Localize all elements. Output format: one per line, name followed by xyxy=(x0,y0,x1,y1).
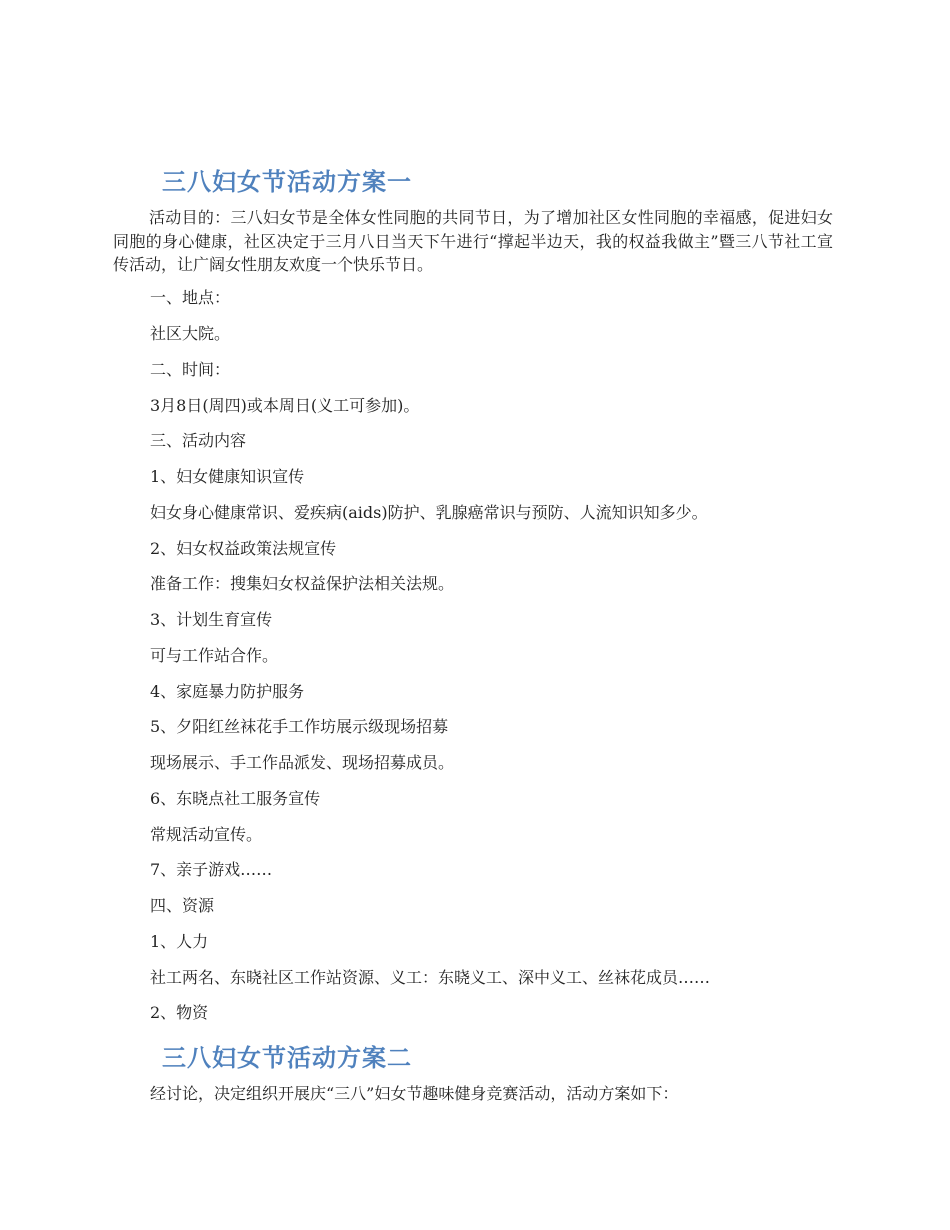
section-1-intro-paragraph: 活动目的：三八妇女节是全体女性同胞的共同节日，为了增加社区女性同胞的幸福感，促进妇女同胞的身心健康，社区决定于三月八日当天下午进行“撑起半边天，我的权益我做主”暨三八节社工宣传活动，让广阔女性朋友欢度一个快乐节日。 xyxy=(113,208,833,274)
section-1-title: 三八妇女节活动方案一 xyxy=(162,168,412,196)
section-2-intro-paragraph: 经讨论，决定组织开展庆“三八”妇女节趣味健身竞赛活动，活动方案如下： xyxy=(150,1084,679,1103)
paragraph-time: 3月8日(周四)或本周日(义工可参加)。 xyxy=(150,396,420,415)
paragraph-item-3-detail: 可与工作站合作。 xyxy=(150,646,279,665)
paragraph-content-heading: 三、活动内容 xyxy=(150,431,247,450)
paragraph-location: 社区大院。 xyxy=(150,324,231,343)
paragraph-item-2-detail: 准备工作：搜集妇女权益保护法相关法规。 xyxy=(150,574,455,593)
paragraph-time-heading: 二、时间： xyxy=(150,360,231,379)
paragraph-item-5: 5、夕阳红丝袜花手工作坊展示级现场招募 xyxy=(150,717,449,736)
paragraph-item-1-detail: 妇女身心健康常识、爱疾病(aids)防护、乳腺癌常识与预防、人流知识知多少。 xyxy=(150,503,708,522)
paragraph-item-2: 2、妇女权益政策法规宣传 xyxy=(150,539,337,558)
section-2-title: 三八妇女节活动方案二 xyxy=(162,1044,412,1072)
paragraph-resource-2: 2、物资 xyxy=(150,1003,209,1022)
paragraph-resource-1: 1、人力 xyxy=(150,932,209,951)
paragraph-item-6: 6、东晓点社工服务宣传 xyxy=(150,789,321,808)
paragraph-item-7: 7、亲子游戏…… xyxy=(150,860,273,879)
paragraph-location-heading: 一、地点： xyxy=(150,288,231,307)
paragraph-item-1: 1、妇女健康知识宣传 xyxy=(150,467,305,486)
paragraph-resources-heading: 四、资源 xyxy=(150,896,215,915)
paragraph-item-5-detail: 现场展示、手工作品派发、现场招募成员。 xyxy=(150,753,455,772)
paragraph-item-4: 4、家庭暴力防护服务 xyxy=(150,682,305,701)
paragraph-item-3: 3、计划生育宣传 xyxy=(150,610,273,629)
paragraph-resource-1-detail: 社工两名、东晓社区工作站资源、义工：东晓义工、深中义工、丝袜花成员…… xyxy=(150,968,711,987)
paragraph-item-6-detail: 常规活动宣传。 xyxy=(150,825,263,844)
